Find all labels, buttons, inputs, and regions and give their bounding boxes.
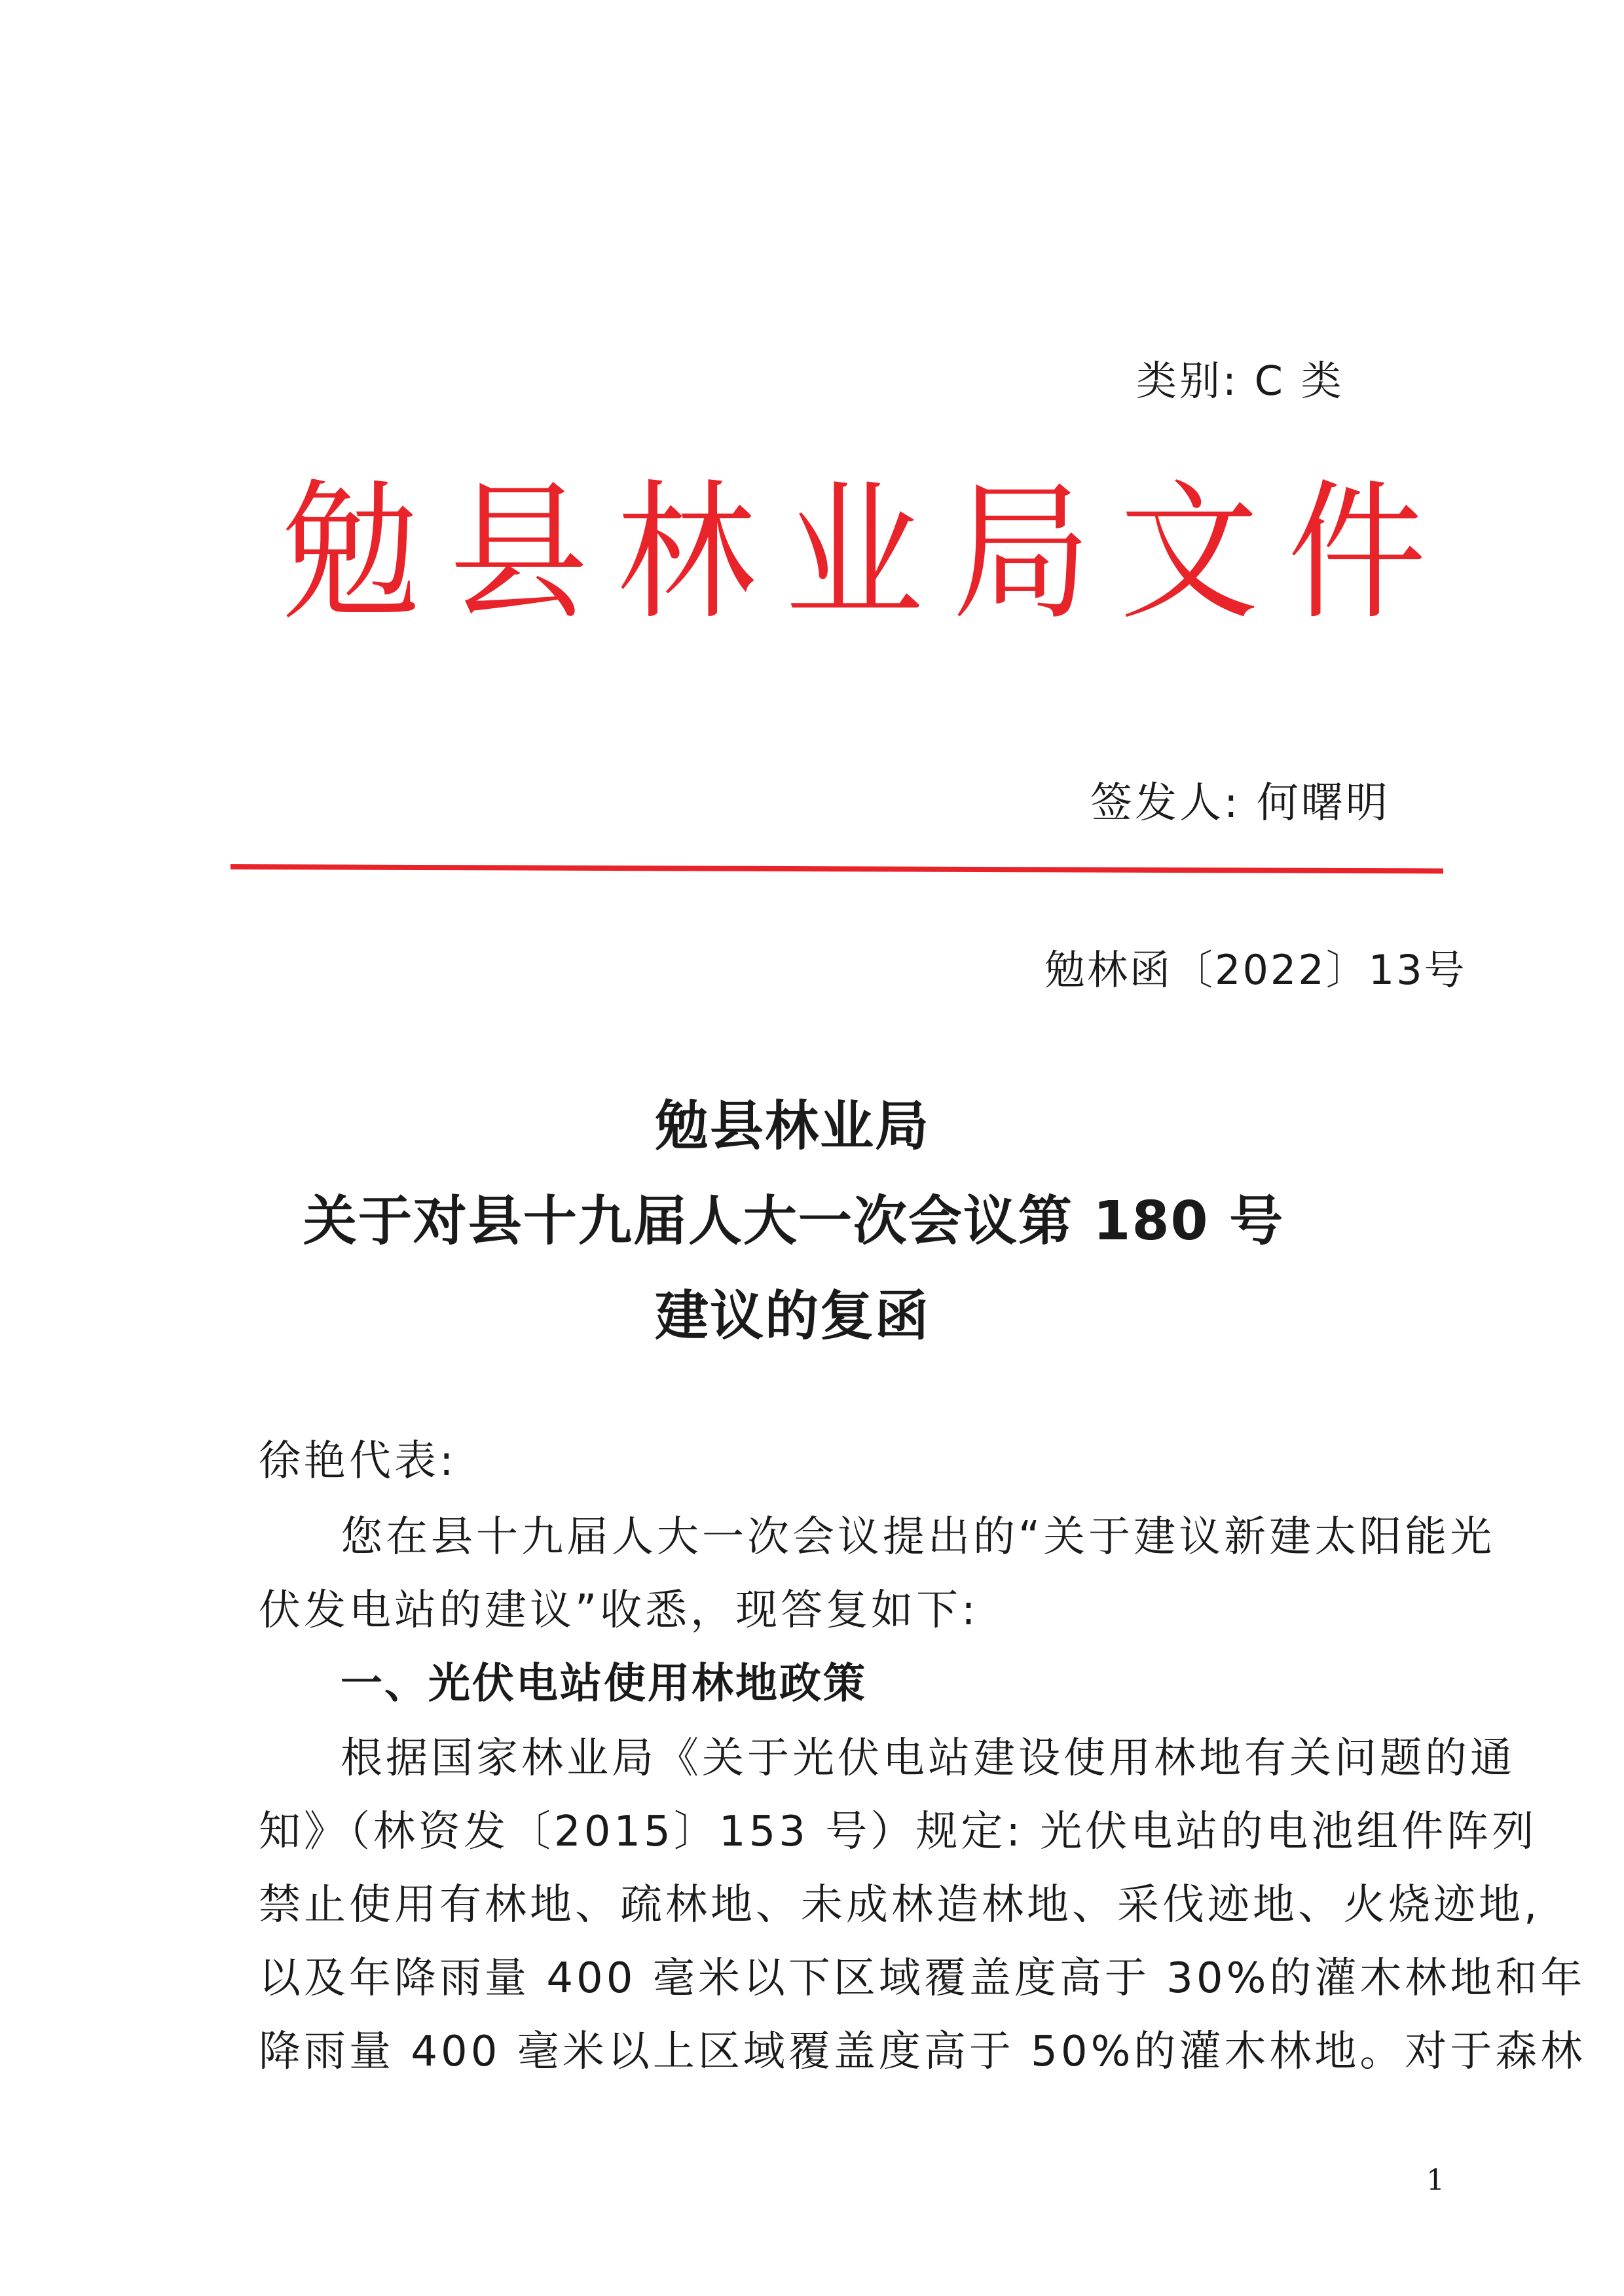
- body-line: 禁止使用有林地、疏林地、未成林造林地、采伐迹地、火烧迹地,: [259, 1881, 1541, 1929]
- document-title-line-2: 关于对县十九届人大一次会议第 180 号: [303, 1190, 1285, 1252]
- body-line: 根据国家林业局《关于光伏电站建设使用林地有关问题的通: [341, 1734, 1515, 1783]
- issuing-authority-header: 勉县林业局文件: [282, 465, 1455, 640]
- salutation: 徐艳代表:: [259, 1437, 457, 1485]
- section-heading: 一、光伏电站使用林地政策: [341, 1660, 867, 1708]
- body-line: 以及年降雨量 400 毫米以下区域覆盖度高于 30%的灌木林地和年: [259, 1954, 1586, 2003]
- body-line: 知》（林资发〔2015〕153 号）规定: 光伏电站的电池组件阵列: [259, 1808, 1538, 1856]
- body-line: 您在县十九届人大一次会议提出的“关于建议新建太阳能光: [341, 1513, 1496, 1561]
- red-divider-line: [231, 864, 1443, 873]
- signer: 签发人: 何曙明: [1090, 779, 1390, 828]
- body-line: 降雨量 400 毫米以上区域覆盖度高于 50%的灌木林地。对于森林: [259, 2028, 1586, 2076]
- body-line: 伏发电站的建议”收悉，现答复如下:: [259, 1586, 979, 1635]
- page-number: 1: [1426, 2164, 1445, 2197]
- document-category: 类别: C 类: [1136, 357, 1344, 405]
- document-number: 勉林函〔2022〕13号: [1044, 946, 1467, 994]
- document-title-line-3: 建议的复函: [654, 1285, 930, 1347]
- document-title-line-1: 勉县林业局: [654, 1095, 930, 1157]
